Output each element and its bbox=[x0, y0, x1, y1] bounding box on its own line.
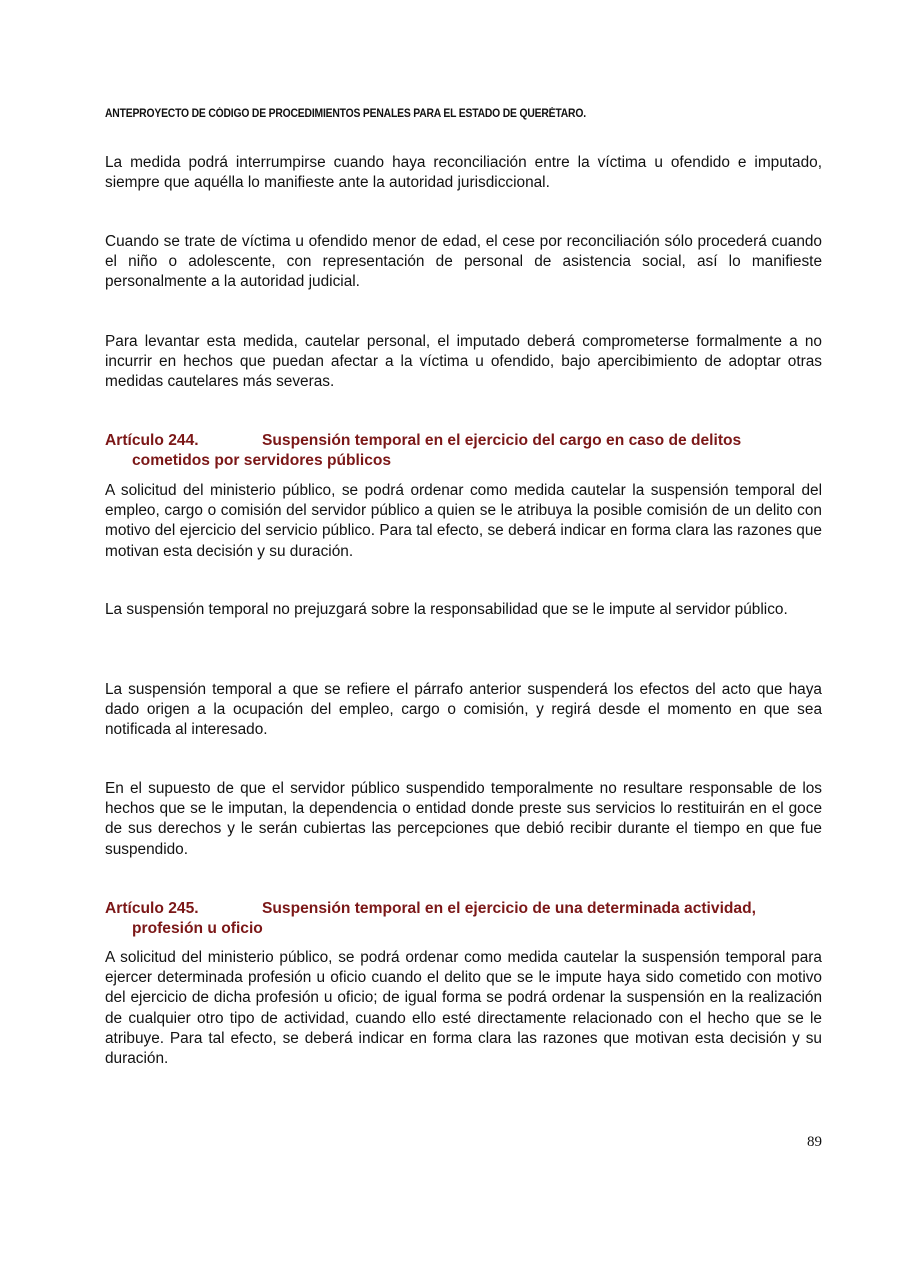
article-244-number: Artículo 244. bbox=[105, 432, 199, 449]
document-header: ANTEPROYECTO DE CÓDIGO DE PROCEDIMIENTOS PENALES PARA EL ESTADO DE QUERÉTARO. bbox=[105, 108, 586, 120]
article-244-heading bbox=[105, 431, 825, 471]
paragraph-restitution: En el supuesto de que el servidor público suspendido temporalmente no resultare responsable de los hechos que se le imputan, la dependencia o entidad donde preste sus servicios lo restituirán en el goce de sus derechos y le serán cubiertas las percepciones que debió recibir durante el tiempo en que fue suspendido. bbox=[105, 780, 822, 858]
paragraph-article-245-body: A solicitud del ministerio público, se podrá ordenar como medida cautelar la suspensión temporal para ejercer determinada profesión u oficio cuando el delito que se le impute haya sido cometido con motivo del ejercicio de dicha profesión u oficio; de igual forma se podrá ordenar la suspensión en la realización de cualquier otro tipo de actividad, cuando ello esté directamente relacionado con el hecho que se le atribuye. Para tal efecto, se deberá indicar en forma clara las razones que motivan esta decisión y su duración. bbox=[105, 949, 822, 1068]
paragraph-lift-measure: Para levantar esta medida, cautelar personal, el imputado deberá comprometerse formalmente a no incurrir en hechos que puedan afectar a la víctima u ofendido, bajo apercibimiento de adoptar otras medidas cautelares más severas. bbox=[105, 333, 822, 391]
article-244-title-line2: cometidos por servidores públicos bbox=[132, 452, 392, 470]
document-page bbox=[105, 0, 822, 1280]
paragraph-minor-victim: Cuando se trate de víctima u ofendido menor de edad, el cese por reconciliación sólo procederá cuando el niño o adolescente, con representación de personal de asistencia social, así lo manifieste personalmente a la autoridad judicial. bbox=[105, 233, 822, 291]
paragraph-suspension-effects: La suspensión temporal a que se refiere el párrafo anterior suspenderá los efectos del acto que haya dado origen a la ocupación del empleo, cargo o comisión, y regirá desde el momento en que sea notificada al interesado. bbox=[105, 681, 822, 739]
paragraph-reconciliation: La medida podrá interrumpirse cuando haya reconciliación entre la víctima u ofendido e imputado, siempre que aquélla lo manifieste ante la autoridad jurisdiccional. bbox=[105, 154, 822, 192]
page-number: 89 bbox=[807, 1134, 822, 1150]
article-245-number: Artículo 245. bbox=[105, 900, 199, 917]
article-245-title-line2: profesión u oficio bbox=[132, 920, 263, 938]
paragraph-article-244-body: A solicitud del ministerio público, se podrá ordenar como medida cautelar la suspensión temporal del empleo, cargo o comisión del servidor público a quien se le atribuya la posible comisión de un delito con motivo del ejercicio del servicio público. Para tal efecto, se deberá indicar en forma clara las razones que motivan esta decisión y su duración. bbox=[105, 482, 822, 560]
article-244-title-line1: Suspensión temporal en el ejercicio del cargo en caso de delitos bbox=[262, 432, 742, 449]
article-245-title-line1: Suspensión temporal en el ejercicio de una determinada actividad, bbox=[262, 900, 756, 917]
paragraph-no-prejudge: La suspensión temporal no prejuzgará sobre la responsabilidad que se le impute al servidor público. bbox=[105, 601, 788, 618]
article-245-heading bbox=[105, 899, 825, 939]
